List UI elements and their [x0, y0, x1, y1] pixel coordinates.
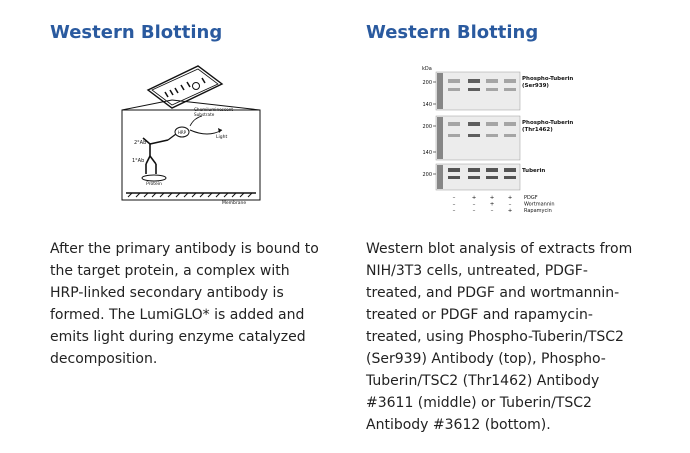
- marker-lane: [437, 165, 443, 189]
- blot-band: [468, 122, 480, 126]
- schematic-svg: [110, 64, 280, 214]
- right-heading: Western Blotting: [366, 22, 539, 43]
- blot-band: [486, 88, 498, 91]
- light-label: Light: [216, 135, 228, 140]
- blot-band: [448, 122, 460, 126]
- blot-band: [504, 134, 516, 137]
- blot-band: [504, 79, 516, 83]
- blot-band: [504, 122, 516, 126]
- protein-label: Protein: [146, 182, 162, 187]
- secondary-ab-label: 2°Ab: [134, 140, 147, 146]
- blot-band: [486, 79, 498, 83]
- treatment-name: Rapamycin: [524, 208, 552, 214]
- blot-svg: [420, 64, 605, 224]
- blot-band: [468, 176, 480, 179]
- light-arrow-icon: [190, 130, 222, 134]
- blot-band: [486, 176, 498, 179]
- treatment-sign: –: [452, 208, 456, 214]
- left-caption: After the primary antibody is bound to the target protein, a complex with HRP-linked secondary antibody is formed. The LumiGLO* is added and emits light during enzyme catalyzed decomposition.: [50, 241, 319, 367]
- treatment-sign: –: [472, 208, 476, 214]
- svg-text:HRP: HRP: [177, 130, 187, 135]
- blot-band: [448, 176, 460, 179]
- treatment-sign: +: [489, 195, 495, 201]
- treatment-sign: –: [452, 195, 456, 201]
- panel-sublabel: (Ser939): [522, 83, 549, 89]
- blot-band: [504, 176, 516, 179]
- marker-lane: [437, 117, 443, 159]
- blot-band: [486, 122, 498, 126]
- treatment-sign: +: [471, 195, 477, 201]
- secondary-antibody-icon: [143, 134, 176, 156]
- membrane-icon: [126, 193, 256, 197]
- panel-label: Phospho-Tuberin: [522, 120, 574, 126]
- protein-icon: [142, 175, 166, 181]
- blot-band: [486, 134, 498, 137]
- blot-band: [468, 134, 480, 137]
- substrate-label-1: Chemiluminescent: [194, 107, 234, 112]
- treatment-sign: –: [508, 201, 512, 208]
- right-caption: Western blot analysis of extracts from NIH/3T3 cells, untreated, PDGF- treated, and PDGF and wortmannin- treated or PDGF and rapamycin- treated, using Phospho-Tuberin/TSC2 (Ser939) Antibody (top), Phospho- Tuberin/TSC2 (Thr1462) Antibody #3611 (middle) or Tuberin/TSC2 Antibody #3612 (bottom).: [366, 241, 633, 433]
- blot-band: [504, 88, 516, 91]
- primary-antibody-icon: [146, 156, 156, 174]
- panel-label: Phospho-Tuberin: [522, 76, 574, 82]
- marker-lane: [437, 73, 443, 109]
- substrate-label-2: Substrate: [194, 112, 215, 117]
- treatment-sign: –: [490, 208, 494, 214]
- hrp-icon: [175, 127, 189, 137]
- treatment-name: PDGF: [524, 195, 538, 201]
- left-heading: Western Blotting: [50, 22, 223, 43]
- treatment-sign: –: [472, 201, 476, 208]
- blot-band: [448, 79, 460, 83]
- blot-band: [468, 79, 480, 83]
- treatment-sign: –: [452, 201, 456, 208]
- blot-band: [486, 168, 498, 172]
- kda-label: kDa: [422, 66, 432, 72]
- treatment-sign: +: [489, 201, 495, 208]
- blot-band: [448, 134, 460, 137]
- marker-label: 140: [422, 102, 432, 108]
- marker-label: 140: [422, 150, 432, 156]
- western-blot-image: [420, 64, 605, 224]
- panel-label: Tuberin: [522, 168, 546, 174]
- blot-band: [504, 168, 516, 172]
- blot-band: [448, 88, 460, 91]
- membrane-label: Membrane: [222, 201, 247, 206]
- panel-sublabel: (Thr1462): [522, 127, 553, 133]
- treatment-sign: +: [507, 208, 513, 214]
- blot-band: [468, 168, 480, 172]
- western-blot-schematic: [110, 64, 280, 214]
- marker-label: 200: [422, 172, 432, 178]
- treatment-sign: +: [507, 195, 513, 201]
- treatment-name: Wortmannin: [524, 201, 555, 208]
- marker-label: 200: [422, 124, 432, 130]
- marker-label: 200: [422, 80, 432, 86]
- blot-band: [448, 168, 460, 172]
- primary-ab-label: 1°Ab: [132, 158, 145, 164]
- blot-band: [468, 88, 480, 91]
